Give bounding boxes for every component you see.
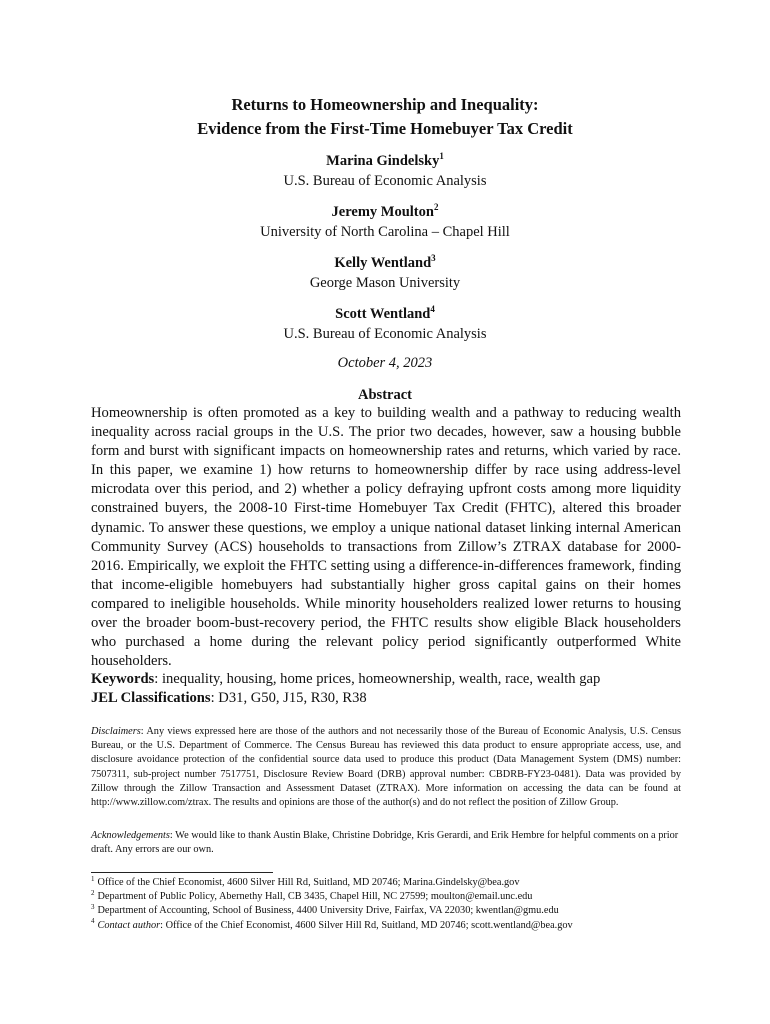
- author-affiliation: George Mason University: [309, 275, 461, 291]
- footnote-text: Department of Public Policy, Abernethy Hall, CB 3435, Chapel Hill, NC 27599; moulton@email.unc.edu: [97, 891, 533, 903]
- acknowledgements-label: Acknowledgements: [91, 830, 170, 841]
- keywords-block: [91, 670, 691, 708]
- footnote-text: Office of the Chief Economist, 4600 Silver Hill Rd, Suitland, MD 20746; Marina.Gindelsky@bea.gov: [97, 877, 520, 888]
- author-affiliation: University of North Carolina – Chapel Hill: [260, 224, 510, 240]
- acknowledgements-text: : We would like to thank Austin Blake, Christine Dobridge, Kris Gerardi, and Erik Hembre for helpful comments on a prior draft. Any errors are our own.: [91, 830, 679, 856]
- footnote-mark: 1: [439, 151, 444, 162]
- jel-line: [91, 689, 691, 708]
- footnote-text: Department of Accounting, School of Business, 4400 University Drive, Fairfax, VA 22030; kwentlan@gmu.edu: [97, 905, 559, 917]
- footnote-mark: 4: [430, 304, 435, 315]
- footnote-label: Contact author: [97, 919, 161, 931]
- keywords-value: : inequality, housing, home prices, homeownership, wealth, race, wealth gap: [154, 671, 601, 687]
- author-3: [0, 253, 770, 293]
- footnotes: [91, 876, 711, 933]
- author-affiliation: U.S. Bureau of Economic Analysis: [283, 326, 487, 342]
- publication-date: October 4, 2023: [337, 355, 433, 371]
- footnote-text: : Office of the Chief Economist, 4600 Silver Hill Rd, Suitland, MD 20746; scott.wentland@bea.gov: [160, 919, 573, 931]
- jel-value: : D31, G50, J15, R30, R38: [210, 690, 367, 706]
- footnote-divider: [91, 872, 273, 873]
- footnote-number: 2: [91, 888, 95, 897]
- author-2: [0, 202, 770, 242]
- footnote-mark: 3: [431, 253, 436, 264]
- acknowledgements: [91, 829, 681, 857]
- author-name: Jeremy Moulton: [331, 204, 434, 220]
- jel-label: JEL Classifications: [91, 690, 211, 706]
- author-4: [0, 304, 770, 344]
- author-name: Kelly Wentland: [334, 255, 432, 271]
- footnote-2: [91, 890, 711, 904]
- author-1: [0, 151, 770, 191]
- disclaimer-label: Disclaimers: [91, 726, 141, 737]
- disclaimer: [91, 725, 681, 810]
- footnote-3: [91, 904, 711, 918]
- disclaimer-text: : Any views expressed here are those of the authors and not necessarily those of the Bureau of Economic Analysis, U.S. Census Bureau, or the U.S. Department of Commerce. The Census Bureau has reviewed this data product to ensure appropriate access, use, and disclosure avoidance protection of the confidential source data used to produce this product (Data Management System (DMS) number: 7507311, sub-project number 7517751, Disclosure Review Board (DRB) approval number: CBDRB-FY23-0481). Data was provided by Zillow through the Zillow Transaction and Assessment Dataset (ZTRAX). More information on accessing the data can be found at http://www.zillow.com/ztrax. The results and opinions are those of the author(s) and do not reflect the position of Zillow Group.: [91, 726, 681, 809]
- author-name: Scott Wentland: [335, 306, 431, 322]
- footnote-number: 4: [91, 917, 95, 926]
- abstract-text: Homeownership is often promoted as a key to building wealth and a pathway to reducing wealth inequality across racial groups in the U.S. The prior two decades, however, saw a housing bubble form and burst with significant impacts on homeownership rates and returns, which varied by race. In this paper, we examine 1) how returns to homeownership differ by race using address-level microdata over this period, and 2) whether a policy defraying upfront costs among more liquidity constrained buyers, the 2008-10 First-time Homebuyer Tax Credit (FHTC), altered this broader dynamic. To answer these questions, we employ a unique national dataset linking internal American Community Survey (ACS) households to transactions from Zillow’s ZTRAX database for 2000-2016. Empirically, we exploit the FHTC setting using a difference-in-differences framework, finding that income-eligible homebuyers had substantially higher gross capital gains on their homes compared to ineligible households. While minority householders realized lower returns to housing over the broader boom-bust-recovery period, the FHTC results show eligible Black householders who purchased a home during the relevant policy period significantly outperformed White householders.: [91, 405, 681, 670]
- title-line-1: Returns to Homeownership and Inequality:: [231, 95, 539, 114]
- footnote-number: 1: [91, 874, 95, 883]
- author-name: Marina Gindelsky: [326, 153, 440, 169]
- author-affiliation: U.S. Bureau of Economic Analysis: [283, 173, 487, 189]
- title-line-2: Evidence from the First-Time Homebuyer Tax Credit: [197, 119, 573, 138]
- footnote-mark: 2: [433, 202, 439, 213]
- footnote-4: [91, 919, 711, 933]
- abstract-heading: Abstract: [358, 387, 412, 403]
- keywords-label: Keywords: [91, 671, 155, 687]
- keywords-line: [91, 670, 691, 689]
- paper-title: [0, 93, 770, 141]
- footnote-1: [91, 876, 711, 890]
- footnote-number: 3: [91, 902, 95, 911]
